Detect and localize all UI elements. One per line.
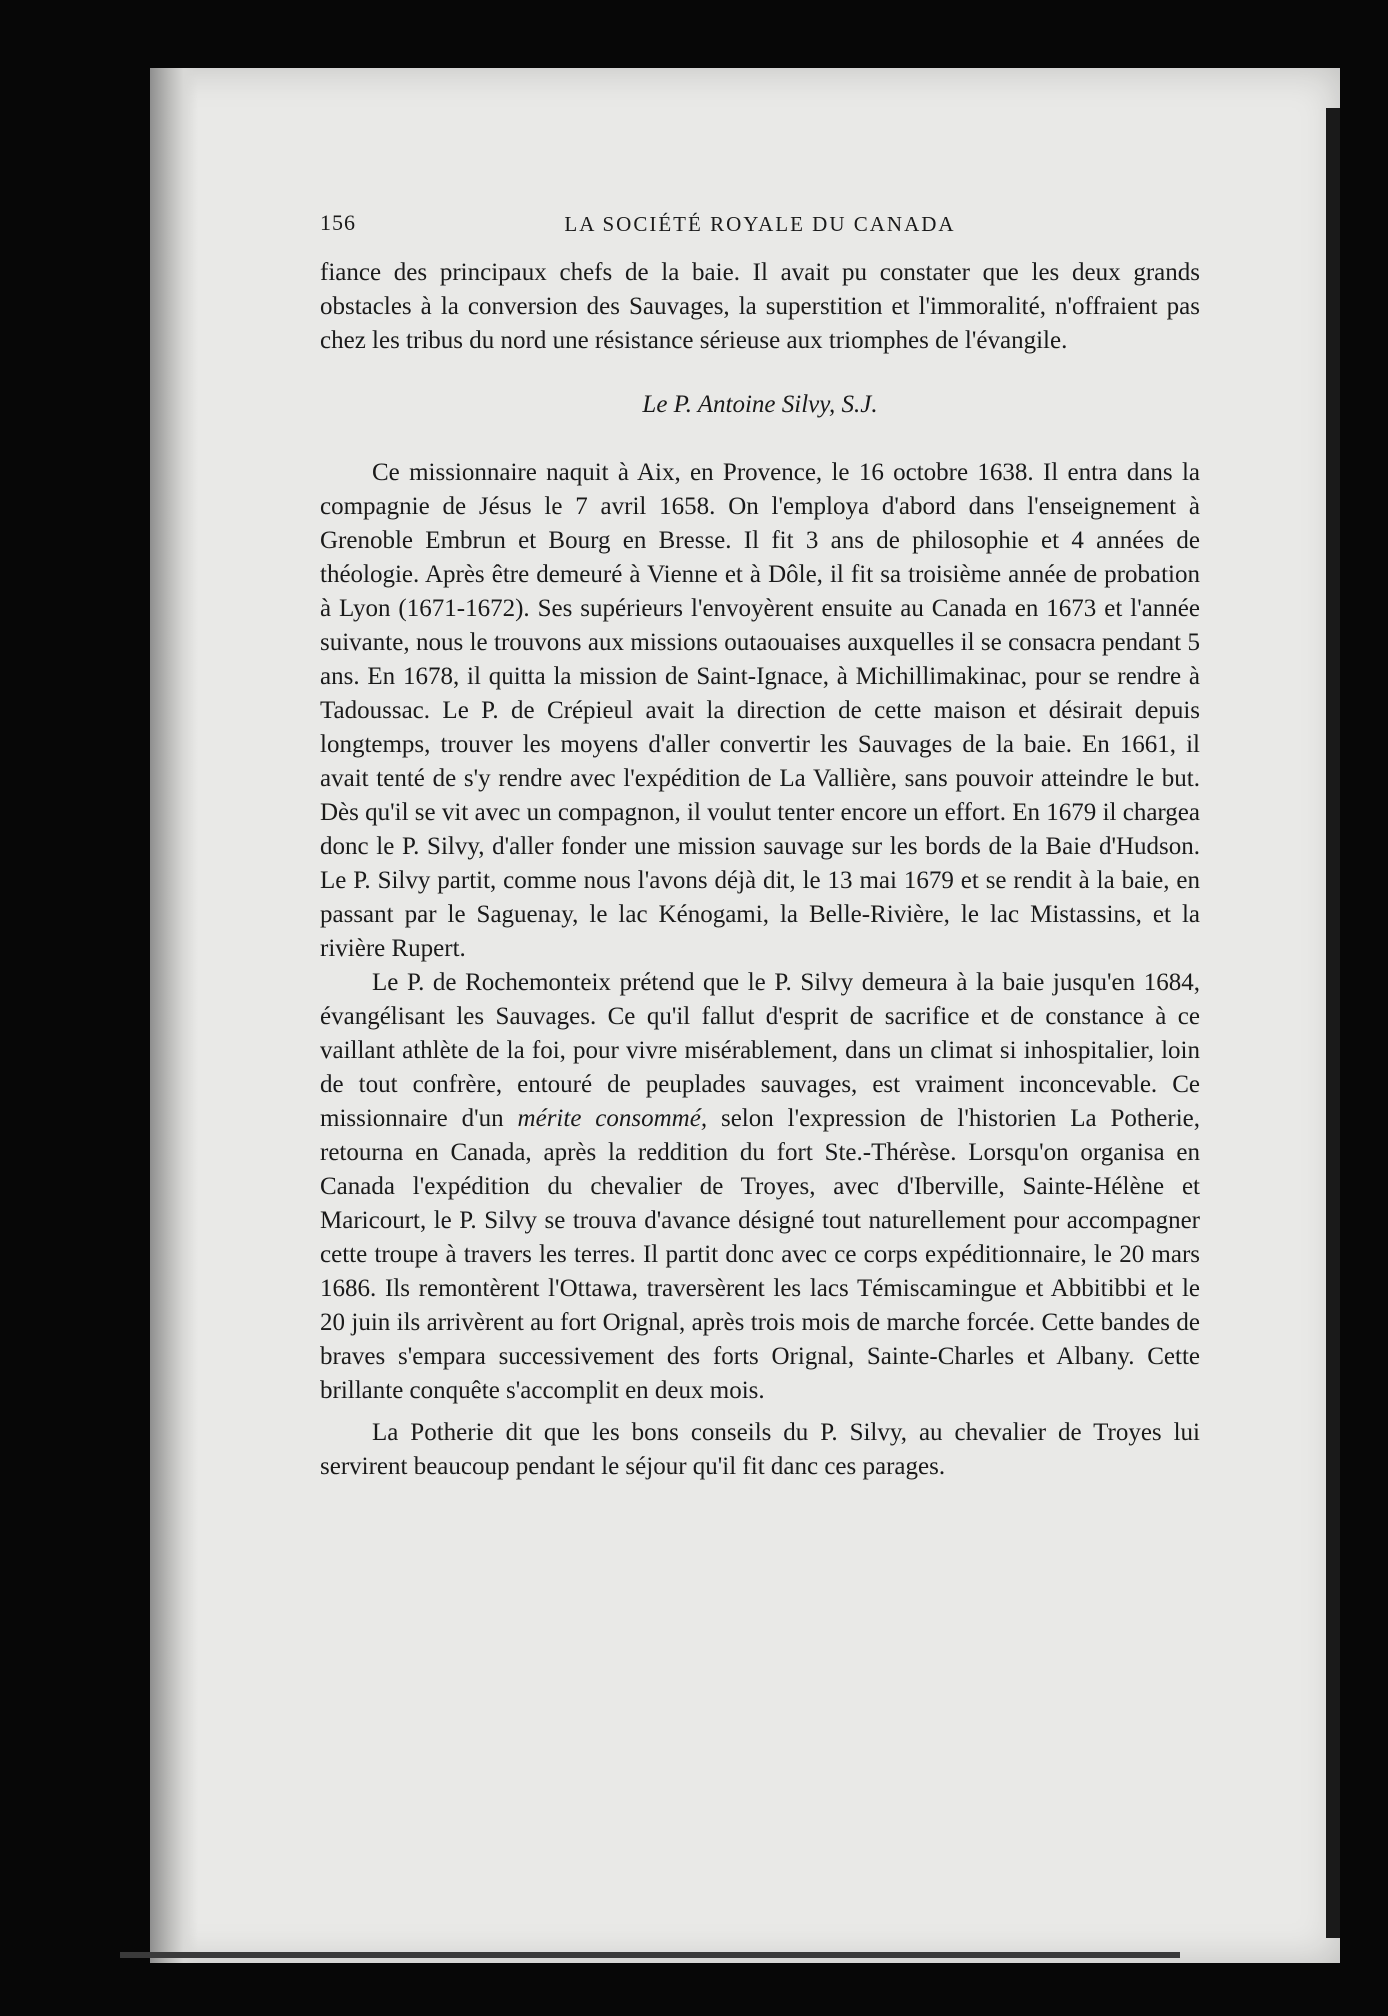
section-title: Le P. Antoine Silvy, S.J.: [642, 391, 878, 418]
paragraph-3-italic-phrase: mérite consommé,: [517, 1105, 708, 1132]
paragraph-2: Ce missionnaire naquit à Aix, en Provence, le 16 octobre 1638. Il entra dans la compagnie de Jésus le 7 avril 1658. On l'employa d'abord dans l'enseignement à Grenoble Embrun et Bourg en Bresse. Il fit 3 ans de philosophie et 4 années de théologie. Après être demeuré à Vienne et à Dôle, il fit sa troisième année de probation à Lyon (1671-1672). Ses supérieurs l'envoyèrent ensuite au Canada en 1673 et l'année suivante, nous le trouvons aux missions outaouaises auxquelles il se consacra pendant 5 ans. En 1678, il quitta la mission de Saint-Ignace, à Michillimakinac, pour se rendre à Tadoussac. Le P. de Crépieul avait la direction de cette maison et désirait depuis longtemps, trouver les moyens d'aller convertir les Sauvages de la baie. En 1661, il avait tenté de s'y rendre avec l'expédition de La Vallière, sans pouvoir atteindre le but. Dès qu'il se vit avec un compagnon, il voulut tenter encore un effort. En 1679 il chargea donc le P. Silvy, d'aller fonder une mission sauvage sur les bords de la Baie d'Hudson. Le P. Silvy partit, comme nous l'avons déjà dit, le 13 mai 1679 et se rendit à la baie, en passant par le Saguenay, le lac Kénogami, la Belle-Rivière, le lac Mistassins, et la rivière Rupert.: [320, 459, 1200, 962]
page-text-block: [320, 210, 1200, 1484]
paragraph-3-part-2: selon l'expression de l'historien La Potherie, retourna en Canada, après la reddition du fort Ste.-Thérèse. Lorsqu'on organisa en Canada l'expédition du chevalier de Troyes, avec d'Iberville, Sainte-Hélène et Maricourt, le P. Silvy se trouva d'avance désigné tout naturellement pour accompagner cette troupe à travers les terres. Il partit donc avec ce corps expéditionnaire, le 20 mars 1686. Ils remontèrent l'Ottawa, traversèrent les lacs Témiscamingue et Abbitibbi et le 20 juin ils arrivèrent au fort Orignal, après trois mois de marche forcée. Cette bandes de braves s'empara successivement des forts Orignal, Sainte-Charles et Albany. Cette brillante conquête s'accomplit en deux mois.: [320, 1105, 1201, 1404]
page-number: 156: [320, 210, 356, 235]
page-header: [320, 210, 1200, 250]
page-binding-shadow: [150, 68, 198, 1963]
running-head: LA SOCIÉTÉ ROYALE DU CANADA: [564, 212, 956, 236]
paragraph-1: fiance des principaux chefs de la baie. Il avait pu constater que les deux grands obstacles à la conversion des Sauvages, la superstition et l'immoralité, n'offraient pas chez les tribus du nord une résistance sérieuse aux triomphes de l'évangile.: [320, 259, 1200, 354]
scan-bottom-edge: [120, 1952, 1180, 1958]
paragraph-3-part-1: Le P. de Rochemonteix prétend que le P. Silvy demeura à la baie jusqu'en 1684, évangélisant les Sauvages. Ce qu'il fallut d'esprit de sacrifice et de constance à ce vaillant athlète de la foi, pour vivre misérablement, dans un climat si inhospitalier, loin de tout confrère, entouré de peuplades sauvages, est vraiment inconcevable. Ce missionnaire d'un: [320, 969, 1200, 1132]
facing-page-edge: [1326, 108, 1340, 1938]
paragraph-3: [320, 966, 1200, 1408]
paragraph-4: La Potherie dit que les bons conseils du P. Silvy, au chevalier de Troyes lui servirent beaucoup pendant le séjour qu'il fit danc ces parages.: [320, 1419, 1200, 1480]
